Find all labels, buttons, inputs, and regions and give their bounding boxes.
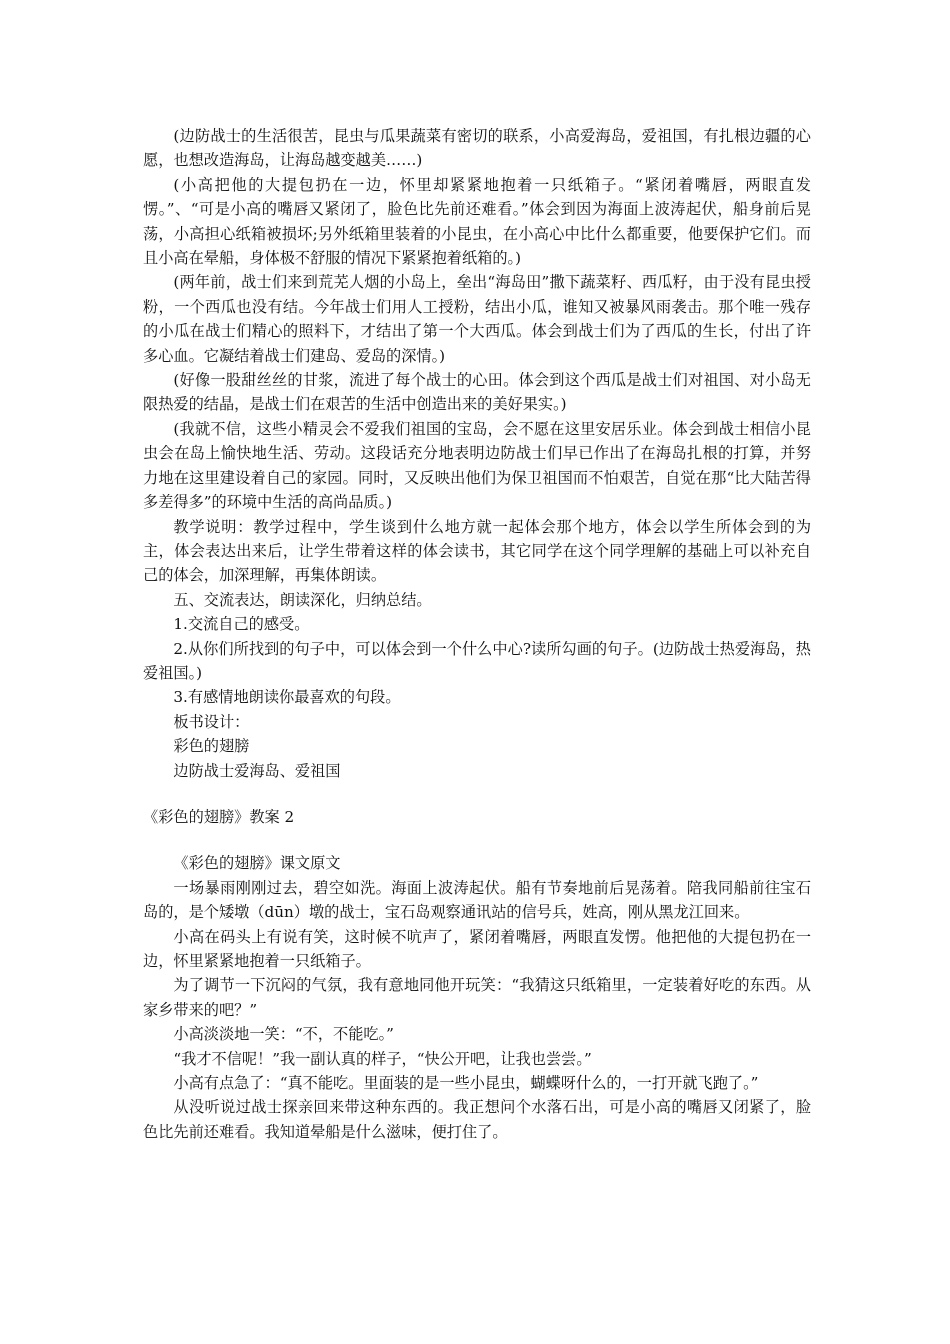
paragraph: 小高在码头上有说有笑，这时候不吭声了，紧闭着嘴唇，两眼直发愣。他把他的大提包扔在一边，怀里紧紧地抱着一只纸箱子。 xyxy=(143,927,811,970)
section-heading: 《彩色的翅膀》教案 2 xyxy=(143,807,295,826)
paragraph: 一场暴雨刚刚过去，碧空如洗。海面上波涛起伏。船有节奏地前后晃荡着。陪我同船前往宝石岛的，是个矮墩（dūn）墩的战士，宝石岛观察通讯站的信号兵，姓高，刚从黑龙江回来。 xyxy=(143,878,811,922)
paragraph: (边防战士的生活很苦，昆虫与瓜果蔬菜有密切的联系，小高爱海岛，爱祖国，有扎根边疆的心愿，也想改造海岛，让海岛越变越美……) xyxy=(143,127,811,170)
paragraph: 从没听说过战士探亲回来带这种东西的。我正想问个水落石出，可是小高的嘴唇又闭紧了，脸色比先前还难看。我知道晕船是什么滋味，便打住了。 xyxy=(143,1098,811,1141)
paragraph: (小高把他的大提包扔在一边，怀里却紧紧地抱着一只纸箱子。“紧闭着嘴唇，两眼直发愣。”、“可是小高的嘴唇又紧闭了，脸色比先前还难看。”体会到因为海面上波涛起伏，船身前后晃荡，小高担心纸箱被损坏;另外纸箱里装着的小昆虫，在小高心中比什么都重要，他要保护它们。而且小高在晕船，身体极不舒服的情况下紧紧抱着纸箱的。) xyxy=(143,175,811,268)
list-item: 2.从你们所找到的句子中，可以体会到一个什么中心?读所勾画的句子。(边防战士热爱海岛，热爱祖国。) xyxy=(143,639,811,682)
paragraph: “我才不信呢！”我一副认真的样子，“快公开吧，让我也尝尝。” xyxy=(173,1049,592,1068)
paragraph: (好像一股甜丝丝的甘浆，流进了每个战士的心田。体会到这个西瓜是战士们对祖国、对小岛无限热爱的结晶，是战士们在艰苦的生活中创造出来的美好果实。) xyxy=(143,371,811,414)
paragraph: (两年前，战士们来到荒芜人烟的小岛上，垒出“海岛田”撒下蔬菜籽、西瓜籽，由于没有昆虫授粉，一个西瓜也没有结。今年战士们用人工授粉，结出小瓜，谁知又被暴风雨袭击。那个唯一残存的小瓜在战士们精心的照料下，才结出了第一个大西瓜。体会到战士们为了西瓜的生长，付出了许多心血。它凝结着战士们建岛、爱岛的深情。) xyxy=(143,273,811,365)
subheading: 《彩色的翅膀》课文原文 xyxy=(173,854,341,873)
list-item: 3.有感情地朗读你最喜欢的句段。 xyxy=(173,688,401,707)
board-design-label: 板书设计： xyxy=(173,712,250,731)
paragraph: 小高淡淡地一笑：“不，不能吃。” xyxy=(173,1025,394,1044)
list-item: 1.交流自己的感受。 xyxy=(173,615,310,634)
board-summary: 边防战士爱海岛、爱祖国 xyxy=(173,761,341,780)
step-heading: 五、交流表达，朗读深化，归纳总结。 xyxy=(173,590,432,609)
teaching-note: 教学说明：教学过程中，学生谈到什么地方就一起体会那个地方，体会以学生所体会到的为主，体会表达出来后，让学生带着这样的体会读书，其它同学在这个同学理解的基础上可以补充自己的体会，加深理解，再集体朗读。 xyxy=(143,517,811,585)
paragraph: 为了调节一下沉闷的气氛，我有意地同他开玩笑：“我猜这只纸箱里，一定装着好吃的东西。从家乡带来的吧？” xyxy=(143,976,811,1019)
board-title: 彩色的翅膀 xyxy=(173,737,250,756)
paragraph: 小高有点急了：“真不能吃。里面装的是一些小昆虫，蝴蝶呀什么的，一打开就飞跑了。” xyxy=(173,1074,759,1093)
paragraph: (我就不信，这些小精灵会不爱我们祖国的宝岛，会不愿在这里安居乐业。体会到战士相信小昆虫会在岛上愉快地生活、劳动。这段话充分地表明边防战士们早已作出了在海岛扎根的打算，并努力地在这里建设着自己的家园。同时，又反映出他们为保卫祖国而不怕艰苦，自觉在那“比大陆苦得多差得多”的环境中生活的高尚品质。) xyxy=(143,419,811,512)
document-page xyxy=(143,124,811,1144)
